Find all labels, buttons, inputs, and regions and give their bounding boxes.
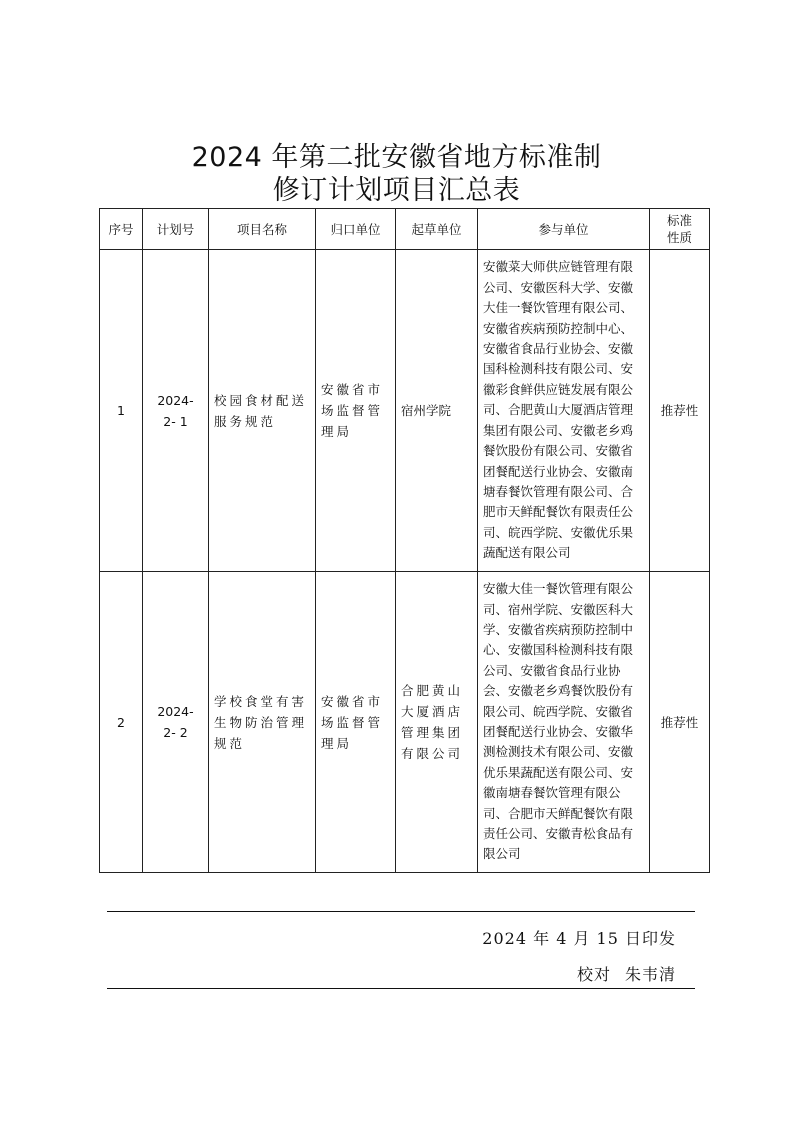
cell-seq: 1 <box>100 250 143 572</box>
table-row <box>100 572 710 873</box>
cell-participants: 安徽大佳一餐饮管理有限公司、宿州学院、安徽医科大学、安徽省疾病预防控制中心、安徽国科检测科技有限公司、安徽省食品行业协会、安徽老乡鸡餐饮股份有限公司、皖西学院、安徽省团餐配送行业协会、安徽华测检测技术有限公司、安徽优乐果蔬配送有限公司、安徽南塘春餐饮管理有限公司、合肥市天鲜配餐饮有限责任公司、安徽青松食品有限公司 <box>478 572 650 873</box>
table-header-row <box>100 209 710 250</box>
issue-date: 2024 年 4 月 15 日印发 <box>482 929 676 948</box>
cell-project-name: 学校食堂有害生物防治管理规范 <box>209 572 316 873</box>
header-managing-unit: 归口单位 <box>316 209 396 250</box>
document-title-line1: 2024 年第二批安徽省地方标准制 <box>191 142 602 173</box>
cell-project-name: 校园食材配送服务规范 <box>209 250 316 572</box>
proofreader-label: 校对 <box>576 965 611 984</box>
cell-nature: 推荐性 <box>650 572 710 873</box>
header-project-name: 项目名称 <box>209 209 316 250</box>
footer-bottom-rule <box>107 988 695 989</box>
cell-seq: 2 <box>100 572 143 873</box>
proofreader-name: 朱韦清 <box>624 965 676 984</box>
proofreader-line <box>577 962 676 985</box>
header-plan-no: 计划号 <box>143 209 209 250</box>
cell-managing-unit: 安徽省市场监督管理局 <box>316 250 396 572</box>
header-participants: 参与单位 <box>478 209 650 250</box>
cell-nature: 推荐性 <box>650 250 710 572</box>
footer-top-rule <box>107 911 695 912</box>
cell-managing-unit: 安徽省市场监督管理局 <box>316 572 396 873</box>
cell-plan-no: 2024- 2- 2 <box>143 572 209 873</box>
header-nature: 标准性质 <box>650 209 710 250</box>
cell-drafting-unit: 宿州学院 <box>396 250 478 572</box>
header-drafting-unit: 起草单位 <box>396 209 478 250</box>
document-title-line2: 修订计划项目汇总表 <box>272 175 521 206</box>
cell-drafting-unit: 合肥黄山大厦酒店管理集团有限公司 <box>396 572 478 873</box>
cell-participants: 安徽菜大师供应链管理有限公司、安徽医科大学、安徽大佳一餐饮管理有限公司、安徽省疾病预防控制中心、安徽省食品行业协会、安徽国科检测科技有限公司、安徽彩食鲜供应链发展有限公司、合肥黄山大厦酒店管理集团有限公司、安徽老乡鸡餐饮股份有限公司、安徽省团餐配送行业协会、安徽南塘春餐饮管理有限公司、合肥市天鲜配餐饮有限责任公司、皖西学院、安徽优乐果蔬配送有限公司 <box>478 250 650 572</box>
plan-summary-table <box>99 208 710 873</box>
cell-plan-no: 2024- 2- 1 <box>143 250 209 572</box>
header-seq: 序号 <box>100 209 143 250</box>
table-row <box>100 250 710 572</box>
